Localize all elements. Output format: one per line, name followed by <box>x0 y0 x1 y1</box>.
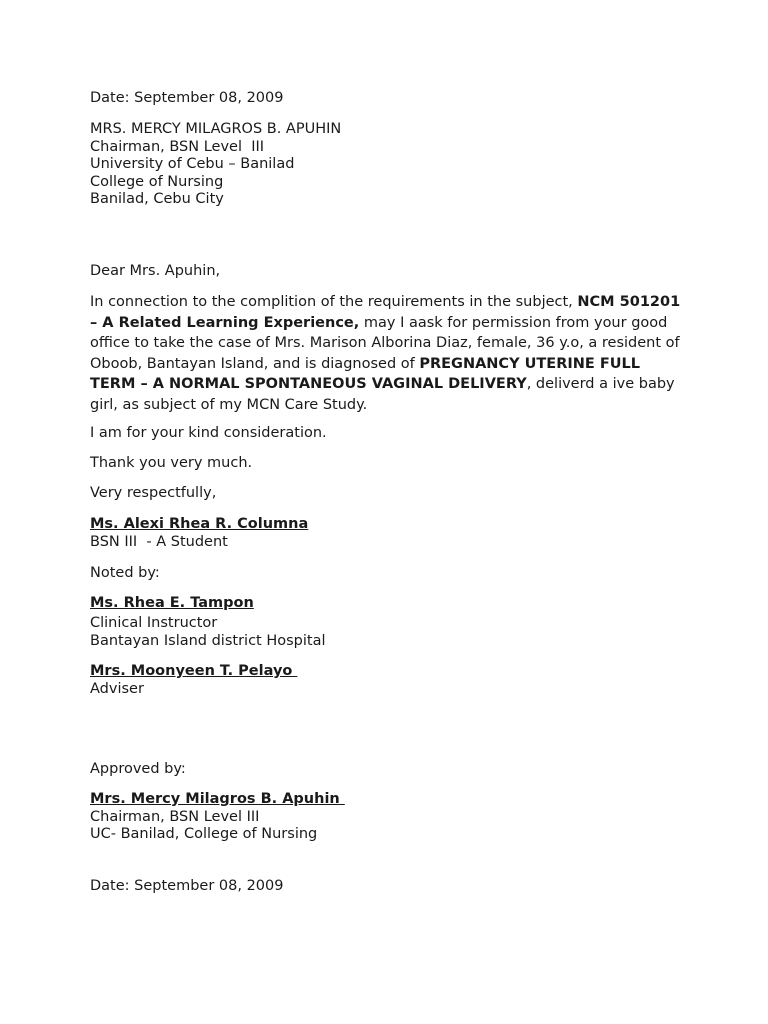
recipient-university: University of Cebu – Banilad <box>90 156 295 172</box>
body-text-2: may I aask for permission from your good office to take the case of Mrs. Marison Alborina Diaz, female, 36 y.o, a resident of Oboob, Bantayan Island, and is diagnosed of <box>90 314 680 372</box>
adviser-role: Adviser <box>90 680 144 697</box>
recipient-title: Chairman, BSN Level III <box>90 138 265 155</box>
thanks-line: Thank you very much. <box>90 455 253 471</box>
subject-code: NCM 501201 – A Related Learning Experience, <box>90 294 681 331</box>
student-name: Ms. Alexi Rhea R. Columna <box>90 516 309 532</box>
approved-by-label: Approved by: <box>90 761 186 777</box>
consideration-line: I am for your kind consideration. <box>90 425 327 441</box>
footer-date: Date: September 08, 2009 <box>90 878 284 894</box>
adviser-name: Mrs. Moonyeen T. Pelayo <box>90 663 298 679</box>
adviser-signature <box>90 663 297 698</box>
instructor-name: Ms. Rhea E. Tampon <box>90 595 254 611</box>
chairman-place: UC- Banilad, College of Nursing <box>90 826 318 842</box>
instructor-role: Clinical Instructor <box>90 614 218 631</box>
recipient-name: MRS. MERCY MILAGROS B. APUHIN <box>90 121 342 137</box>
body-text-1: In connection to the complition of the requirements in the subject, <box>90 294 578 310</box>
student-role: BSN III - A Student <box>90 534 228 550</box>
chairman-role: Chairman, BSN Level III <box>90 808 260 825</box>
recipient-address: Banilad, Cebu City <box>90 191 224 207</box>
recipient-block <box>90 121 341 209</box>
letter-date: Date: September 08, 2009 <box>90 90 284 106</box>
instructor-signature <box>90 595 326 650</box>
diagnosis: PREGNANCY UTERINE FULL TERM – A NORMAL SPONTANEOUS VAGINAL DELIVERY <box>90 355 641 392</box>
body-paragraph <box>90 292 690 415</box>
salutation: Dear Mrs. Apuhin, <box>90 263 221 279</box>
recipient-college: College of Nursing <box>90 173 224 190</box>
noted-by-label: Noted by: <box>90 565 160 581</box>
chairman-name: Mrs. Mercy Milagros B. Apuhin <box>90 791 345 807</box>
chairman-signature <box>90 791 345 844</box>
closing-line: Very respectfully, <box>90 485 217 501</box>
student-signature <box>90 515 308 552</box>
body-text-3: , deliverd a ive baby girl, as subject of my MCN Care Study. <box>90 376 675 413</box>
instructor-place: Bantayan Island district Hospital <box>90 632 326 649</box>
